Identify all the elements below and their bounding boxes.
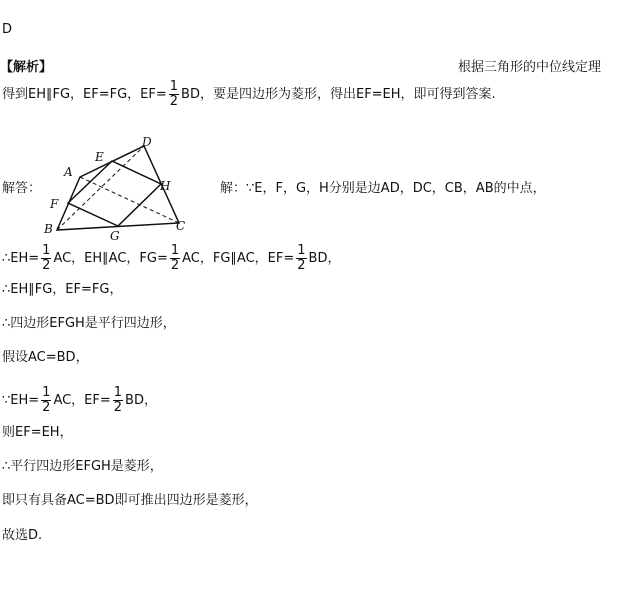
fraction-half: $\frac{1}{2}$: [42, 385, 51, 415]
solution-step-8: 即只有具备AC=BD即可推出四边形是菱形，: [2, 493, 258, 508]
solution-step-6: 则EF=EH，: [2, 425, 73, 440]
solution-step-1: ∴EH= $\frac{1}{2}$ AC，EH∥AC，FG= $\frac{1}{2}$ AC，FG∥AC，EF= $\frac{1}{2}$ BD，: [2, 243, 341, 273]
fraction-half: $\frac{1}{2}$: [297, 243, 306, 273]
solution-step-7: ∴平行四边形EFGH是菱形，: [2, 459, 163, 474]
label-h: H: [160, 179, 171, 193]
fraction-half: $\frac{1}{2}$: [42, 243, 51, 273]
label-g: G: [110, 229, 120, 243]
label-e: E: [95, 150, 104, 164]
solution-step-4: 假设AC=BD，: [2, 350, 89, 365]
solution-step-3: ∴四边形EFGH是平行四边形，: [2, 316, 176, 331]
analysis-title: 【解析】: [0, 60, 53, 75]
fraction-half: $\frac{1}{2}$: [113, 385, 123, 415]
solution-step-5: ∵EH= $\frac{1}{2}$ AC，EF= $\frac{1}{2}$ BD，: [2, 385, 157, 415]
analysis-line2-a: 得到EH∥FG，EF=FG，EF=: [2, 87, 167, 102]
solution-label: 解答：: [2, 181, 42, 196]
solution-step-2: ∴EH∥FG，EF=FG，: [2, 282, 123, 297]
analysis-line2-b: BD，要是四边形为菱形，得出EF=EH，即可得到答案.: [181, 87, 496, 102]
label-a: A: [64, 165, 73, 179]
analysis-line1: 根据三角形的中位线定理: [458, 60, 602, 75]
fraction-half: $\frac{1}{2}$: [169, 79, 179, 109]
label-b: B: [44, 222, 53, 236]
solution-intro: 解：∵E，F，G，H分别是边AD，DC，CB，AB的中点，: [220, 181, 546, 196]
label-f: F: [50, 197, 59, 211]
label-c: C: [176, 219, 186, 233]
quadrilateral-diagram: [42, 132, 202, 244]
answer-text: D: [2, 22, 13, 37]
fraction-half: $\frac{1}{2}$: [170, 243, 180, 273]
solution-step-9: 故选D.: [2, 528, 43, 543]
label-d: D: [142, 135, 152, 149]
analysis-line2: [2, 80, 496, 110]
